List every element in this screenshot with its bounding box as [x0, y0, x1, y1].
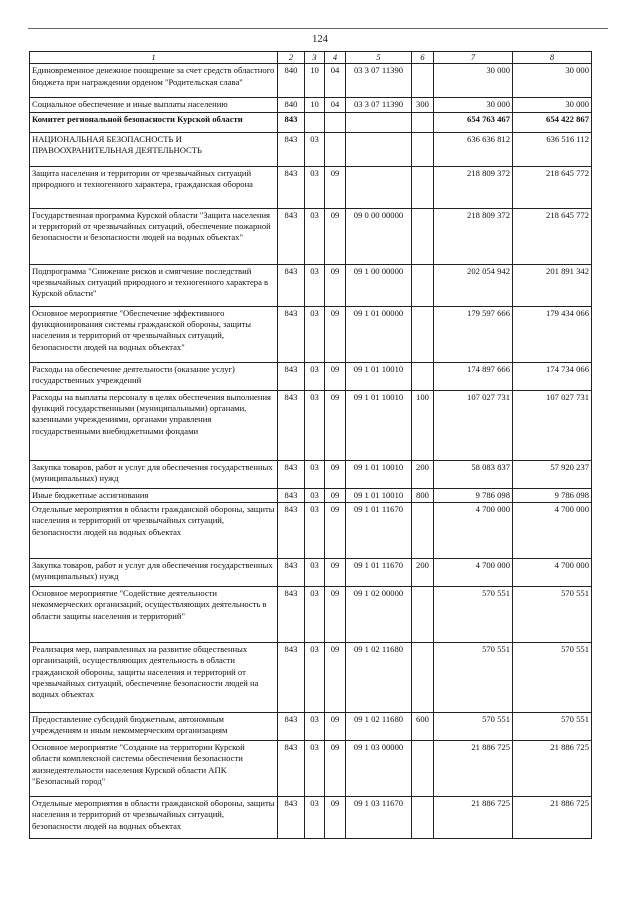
- row-amount-year2-cell: 4 700 000: [513, 558, 592, 586]
- row-subsection-cell: [325, 132, 346, 166]
- row-expense-type-cell: [412, 796, 434, 838]
- row-expense-type-cell: 800: [412, 488, 434, 502]
- row-target-article-cell: 09 0 00 00000: [346, 208, 412, 264]
- row-amount-year1-cell: 4 700 000: [434, 558, 513, 586]
- row-name-cell: Социальное обеспечение и иные выплаты населению: [30, 98, 278, 112]
- table-row: [30, 740, 592, 796]
- row-amount-year2-cell: 654 422 867: [513, 112, 592, 132]
- row-section-cell: 03: [305, 208, 325, 264]
- row-subsection-cell: 09: [325, 460, 346, 488]
- row-grbs-cell: 840: [278, 64, 305, 98]
- row-amount-year2-cell: 4 700 000: [513, 502, 592, 558]
- row-subsection-cell: [325, 112, 346, 132]
- row-name-cell: Закупка товаров, работ и услуг для обеспечения государственных (муниципальных) нужд: [30, 460, 278, 488]
- row-grbs-cell: 843: [278, 208, 305, 264]
- row-target-article-cell: 09 1 01 11670: [346, 502, 412, 558]
- table-row: [30, 460, 592, 488]
- row-grbs-cell: 843: [278, 132, 305, 166]
- row-subsection-cell: 09: [325, 642, 346, 712]
- row-grbs-cell: 840: [278, 98, 305, 112]
- row-amount-year1-cell: 107 027 731: [434, 390, 513, 460]
- row-grbs-cell: 843: [278, 558, 305, 586]
- row-name-cell: Защита населения и территории от чрезвычайных ситуаций природного и техногенного характера, гражданская оборона: [30, 166, 278, 208]
- row-subsection-cell: 09: [325, 586, 346, 642]
- row-amount-year2-cell: 179 434 066: [513, 306, 592, 362]
- row-amount-year1-cell: 202 054 942: [434, 264, 513, 306]
- row-amount-year1-cell: 570 551: [434, 712, 513, 740]
- row-amount-year2-cell: 21 886 725: [513, 796, 592, 838]
- row-target-article-cell: [346, 166, 412, 208]
- row-amount-year1-cell: 30 000: [434, 98, 513, 112]
- row-subsection-cell: 04: [325, 98, 346, 112]
- row-target-article-cell: 09 1 02 11680: [346, 642, 412, 712]
- row-name-cell: Предоставление субсидий бюджетным, автономным учреждениям и иным некоммерческим организациям: [30, 712, 278, 740]
- row-subsection-cell: 09: [325, 712, 346, 740]
- table-row: [30, 586, 592, 642]
- row-grbs-cell: 843: [278, 796, 305, 838]
- row-amount-year1-cell: 4 700 000: [434, 502, 513, 558]
- row-amount-year1-cell: 9 786 098: [434, 488, 513, 502]
- row-section-cell: 03: [305, 166, 325, 208]
- col-header: 8: [513, 52, 592, 64]
- table-row: [30, 98, 592, 112]
- table-body: [30, 64, 592, 839]
- row-expense-type-cell: 300: [412, 98, 434, 112]
- row-subsection-cell: 09: [325, 796, 346, 838]
- row-target-article-cell: 09 1 01 00000: [346, 306, 412, 362]
- row-grbs-cell: 843: [278, 642, 305, 712]
- row-subsection-cell: 09: [325, 488, 346, 502]
- row-amount-year2-cell: 218 645 772: [513, 166, 592, 208]
- row-amount-year1-cell: 570 551: [434, 586, 513, 642]
- row-subsection-cell: 09: [325, 390, 346, 460]
- row-target-article-cell: 09 1 03 11670: [346, 796, 412, 838]
- row-subsection-cell: 04: [325, 64, 346, 98]
- table-row: [30, 642, 592, 712]
- col-header: 5: [346, 52, 412, 64]
- row-expense-type-cell: [412, 64, 434, 98]
- row-amount-year1-cell: 174 897 666: [434, 362, 513, 390]
- col-header: 6: [412, 52, 434, 64]
- row-section-cell: 03: [305, 740, 325, 796]
- row-target-article-cell: 09 1 01 10010: [346, 488, 412, 502]
- row-amount-year2-cell: 21 886 725: [513, 740, 592, 796]
- row-amount-year1-cell: 218 809 372: [434, 208, 513, 264]
- row-subsection-cell: 09: [325, 208, 346, 264]
- row-amount-year1-cell: 218 809 372: [434, 166, 513, 208]
- row-amount-year2-cell: 570 551: [513, 712, 592, 740]
- row-grbs-cell: 843: [278, 264, 305, 306]
- row-name-cell: Основное мероприятие "Содействие деятельности некоммерческих организаций, осуществляющих деятельность в области защиты населения и территорий": [30, 586, 278, 642]
- row-name-cell: Иные бюджетные ассигнования: [30, 488, 278, 502]
- row-name-cell: Комитет региональной безопасности Курской области: [30, 112, 278, 132]
- row-expense-type-cell: [412, 642, 434, 712]
- row-grbs-cell: 843: [278, 362, 305, 390]
- row-name-cell: Отдельные мероприятия в области гражданской обороны, защиты населения и территорий от чрезвычайных ситуаций, безопасности людей на водных объектах: [30, 796, 278, 838]
- row-target-article-cell: 09 1 00 00000: [346, 264, 412, 306]
- row-name-cell: Подпрограмма "Снижение рисков и смягчение последствий чрезвычайных ситуаций природного и техногенного характера в Курской области": [30, 264, 278, 306]
- row-target-article-cell: [346, 112, 412, 132]
- table-row: [30, 112, 592, 132]
- row-amount-year1-cell: 58 083 837: [434, 460, 513, 488]
- table-row: [30, 264, 592, 306]
- row-expense-type-cell: 200: [412, 460, 434, 488]
- row-grbs-cell: 843: [278, 586, 305, 642]
- table-row: [30, 712, 592, 740]
- row-amount-year2-cell: 636 516 112: [513, 132, 592, 166]
- row-name-cell: Расходы на обеспечение деятельности (оказание услуг) государственных учреждений: [30, 362, 278, 390]
- row-expense-type-cell: [412, 740, 434, 796]
- row-section-cell: 03: [305, 642, 325, 712]
- row-amount-year1-cell: 21 886 725: [434, 796, 513, 838]
- row-target-article-cell: 03 3 07 11390: [346, 98, 412, 112]
- row-grbs-cell: 843: [278, 460, 305, 488]
- row-grbs-cell: 843: [278, 390, 305, 460]
- row-section-cell: 03: [305, 132, 325, 166]
- row-name-cell: Закупка товаров, работ и услуг для обеспечения государственных (муниципальных) нужд: [30, 558, 278, 586]
- row-name-cell: НАЦИОНАЛЬНАЯ БЕЗОПАСНОСТЬ И ПРАВООХРАНИТЕЛЬНАЯ ДЕЯТЕЛЬНОСТЬ: [30, 132, 278, 166]
- table-row: [30, 796, 592, 838]
- row-expense-type-cell: [412, 264, 434, 306]
- table-row: [30, 208, 592, 264]
- row-section-cell: 03: [305, 306, 325, 362]
- row-section-cell: 03: [305, 796, 325, 838]
- col-header: 3: [305, 52, 325, 64]
- row-amount-year2-cell: 57 920 237: [513, 460, 592, 488]
- row-subsection-cell: 09: [325, 502, 346, 558]
- row-section-cell: 03: [305, 558, 325, 586]
- col-header: 7: [434, 52, 513, 64]
- table-row: [30, 502, 592, 558]
- col-header: 4: [325, 52, 346, 64]
- row-section-cell: 03: [305, 460, 325, 488]
- row-name-cell: Отдельные мероприятия в области гражданской обороны, защиты населения и территорий от чрезвычайных ситуаций, безопасности людей на водных объектах: [30, 502, 278, 558]
- row-name-cell: Реализация мер, направленных на развитие общественных организаций, осуществляющих деятельность в области гражданской обороны, защиты населения и территорий от чрезвычайных ситуаций, обеспечение безопасности людей на водных объектах: [30, 642, 278, 712]
- row-expense-type-cell: 600: [412, 712, 434, 740]
- col-header: 2: [278, 52, 305, 64]
- page-top-rule: [28, 28, 608, 29]
- page-number: 124: [312, 34, 328, 45]
- row-target-article-cell: 09 1 02 00000: [346, 586, 412, 642]
- table-row: [30, 390, 592, 460]
- table-row: [30, 488, 592, 502]
- row-expense-type-cell: [412, 362, 434, 390]
- row-section-cell: 03: [305, 264, 325, 306]
- row-amount-year2-cell: 107 027 731: [513, 390, 592, 460]
- row-amount-year1-cell: 179 597 666: [434, 306, 513, 362]
- row-amount-year2-cell: 218 645 772: [513, 208, 592, 264]
- row-subsection-cell: 09: [325, 362, 346, 390]
- row-section-cell: 03: [305, 362, 325, 390]
- table-row: [30, 306, 592, 362]
- row-amount-year2-cell: 174 734 066: [513, 362, 592, 390]
- row-target-article-cell: 03 3 07 11390: [346, 64, 412, 98]
- row-grbs-cell: 843: [278, 740, 305, 796]
- row-amount-year2-cell: 201 891 342: [513, 264, 592, 306]
- row-name-cell: Основное мероприятие "Создание на территории Курской области комплексной системы обеспечения безопасности жизнедеятельности населения Курской области АПК "Безопасный город": [30, 740, 278, 796]
- row-amount-year1-cell: 570 551: [434, 642, 513, 712]
- row-expense-type-cell: [412, 166, 434, 208]
- row-section-cell: 03: [305, 502, 325, 558]
- row-expense-type-cell: [412, 132, 434, 166]
- row-grbs-cell: 843: [278, 112, 305, 132]
- row-subsection-cell: 09: [325, 264, 346, 306]
- row-section-cell: 03: [305, 586, 325, 642]
- row-subsection-cell: 09: [325, 166, 346, 208]
- row-target-article-cell: 09 1 01 10010: [346, 362, 412, 390]
- table-row: [30, 558, 592, 586]
- row-expense-type-cell: [412, 208, 434, 264]
- table-row: [30, 132, 592, 166]
- table-header-row: [30, 52, 592, 64]
- table-row: [30, 64, 592, 98]
- row-target-article-cell: 09 1 03 00000: [346, 740, 412, 796]
- row-amount-year1-cell: 30 000: [434, 64, 513, 98]
- row-grbs-cell: 843: [278, 166, 305, 208]
- row-target-article-cell: [346, 132, 412, 166]
- row-target-article-cell: 09 1 01 10010: [346, 390, 412, 460]
- row-amount-year2-cell: 30 000: [513, 98, 592, 112]
- row-amount-year2-cell: 9 786 098: [513, 488, 592, 502]
- table-row: [30, 166, 592, 208]
- row-name-cell: Расходы на выплаты персоналу в целях обеспечения выполнения функций государственными (муниципальными) органами, казенными учреждениями, органами управления государственными внебюджетными фондами: [30, 390, 278, 460]
- row-grbs-cell: 843: [278, 712, 305, 740]
- row-expense-type-cell: 200: [412, 558, 434, 586]
- row-subsection-cell: 09: [325, 558, 346, 586]
- row-grbs-cell: 843: [278, 306, 305, 362]
- row-grbs-cell: 843: [278, 502, 305, 558]
- row-amount-year2-cell: 570 551: [513, 586, 592, 642]
- table-row: [30, 362, 592, 390]
- row-amount-year1-cell: 636 636 812: [434, 132, 513, 166]
- row-expense-type-cell: 100: [412, 390, 434, 460]
- row-amount-year2-cell: 30 000: [513, 64, 592, 98]
- row-amount-year2-cell: 570 551: [513, 642, 592, 712]
- row-expense-type-cell: [412, 586, 434, 642]
- row-target-article-cell: 09 1 02 11680: [346, 712, 412, 740]
- row-target-article-cell: 09 1 01 11670: [346, 558, 412, 586]
- row-section-cell: 10: [305, 98, 325, 112]
- col-header: 1: [30, 52, 278, 64]
- row-name-cell: Единовременное денежное поощрение за счет средств областного бюджета при награждении орденом "Родительская слава": [30, 64, 278, 98]
- row-section-cell: 10: [305, 64, 325, 98]
- row-section-cell: 03: [305, 712, 325, 740]
- row-amount-year1-cell: 21 886 725: [434, 740, 513, 796]
- row-expense-type-cell: [412, 502, 434, 558]
- row-name-cell: Основное мероприятие "Обеспечение эффективного функционирования системы гражданской обороны, защиты населения и территорий от чрезвычайных ситуаций, безопасности людей на водных объектах": [30, 306, 278, 362]
- row-section-cell: [305, 112, 325, 132]
- row-subsection-cell: 09: [325, 306, 346, 362]
- row-section-cell: 03: [305, 390, 325, 460]
- row-section-cell: 03: [305, 488, 325, 502]
- budget-table: [29, 51, 592, 839]
- row-target-article-cell: 09 1 01 10010: [346, 460, 412, 488]
- row-grbs-cell: 843: [278, 488, 305, 502]
- row-expense-type-cell: [412, 306, 434, 362]
- row-subsection-cell: 09: [325, 740, 346, 796]
- row-expense-type-cell: [412, 112, 434, 132]
- row-name-cell: Государственная программа Курской области "Защита населения и территорий от чрезвычайных ситуаций, обеспечение пожарной безопасности и безопасности людей на водных объектах": [30, 208, 278, 264]
- row-amount-year1-cell: 654 763 467: [434, 112, 513, 132]
